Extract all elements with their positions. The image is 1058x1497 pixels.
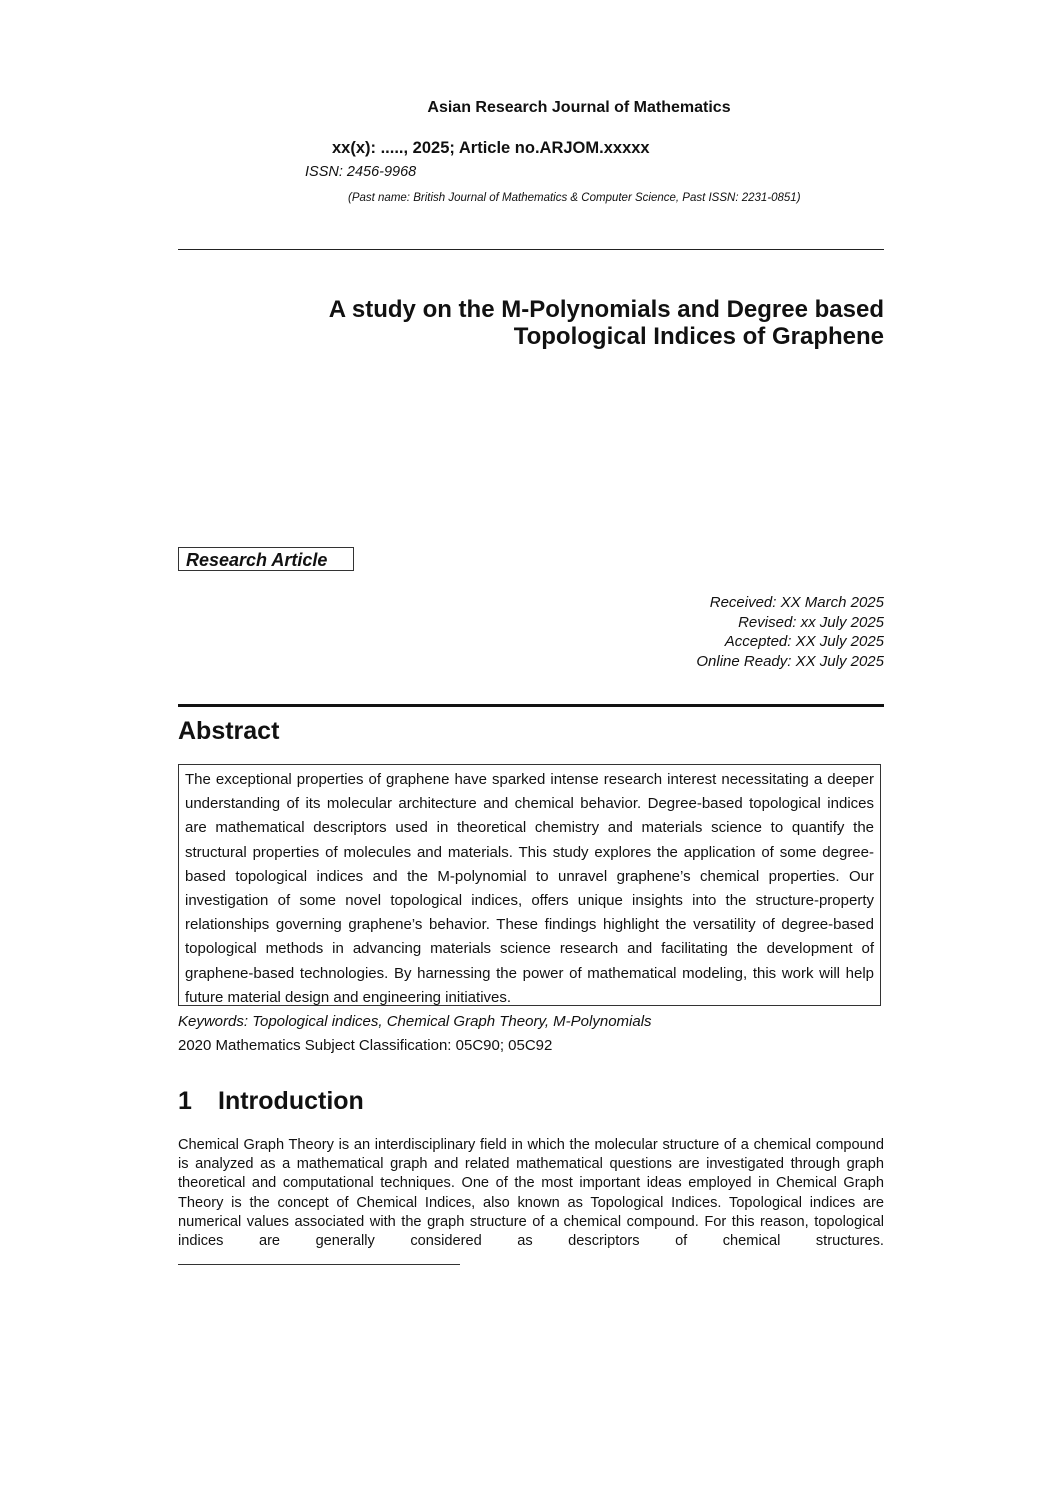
introduction-paragraph: Chemical Graph Theory is an interdisciplinary field in which the molecular structure of a chemical compound is analyzed as a mathematical graph and related mathematical questions are investigated through graph theoretical and computational techniques. One of the most important ideas employed in Chemical Graph Theory is the concept of Chemical Indices, also known as Topological Indices. Topological indices are numerical values associated with the graph structure of a chemical compound. For this reason, topological indices are generally considered as descriptors of chemical structures. [178,1137,884,1250]
article-dates [178,593,884,671]
accepted-date: Accepted: XX July 2025 [724,633,884,650]
header-divider [178,249,884,250]
journal-name: Asian Research Journal of Mathematics [427,99,731,116]
revised-date: Revised: xx July 2025 [738,613,884,631]
issn: ISSN: 2456-9968 [305,164,417,180]
section-heading-introduction [178,1087,364,1116]
article-title-line-2: Topological Indices of Graphene [513,323,884,350]
abstract-body: The exceptional properties of graphene have sparked intense research interest necessitating a deeper understanding of its molecular architecture and chemical behavior. Degree-based topological indices are mathematical descriptors used in theoretical chemistry and materials science to quantify the structural properties of molecules and materials. This study explores the application of some degree-based topological indices and the M-polynomial to unravel graphene’s chemical properties. Our investigation of some novel topological indices, offers unique insights into the structure-property relationships governing graphene’s behavior. These findings highlight the versatility of degree-based topological methods in advancing materials science research and facilitating the development of graphene-based technologies. By harnessing the power of mathematical modeling, this work will help future material design and engineering initiatives. [178,764,881,1006]
subject-classification: 2020 Mathematics Subject Classification: 05C90; 05C92 [178,1037,553,1054]
article-title-line-1: A study on the M-Polynomials and Degree based [328,296,884,323]
past-name-note: (Past name: British Journal of Mathematics & Computer Science, Past ISSN: 2231-0851) [348,192,801,204]
section-title: Introduction [218,1087,364,1115]
abstract-heading: Abstract [178,717,280,745]
footnote-divider [178,1264,460,1265]
keywords: Keywords: Topological indices, Chemical Graph Theory, M-Polynomials [178,1013,652,1030]
received-date: Received: XX March 2025 [709,594,884,611]
volume-article-number: xx(x): ....., 2025; Article no.ARJOM.xxxxx [332,139,650,157]
article-title [178,296,884,350]
abstract-divider [178,704,884,707]
section-number: 1 [178,1087,192,1115]
online-ready-date: Online Ready: XX July 2025 [696,652,884,670]
article-type-badge: Research Article [178,547,354,571]
